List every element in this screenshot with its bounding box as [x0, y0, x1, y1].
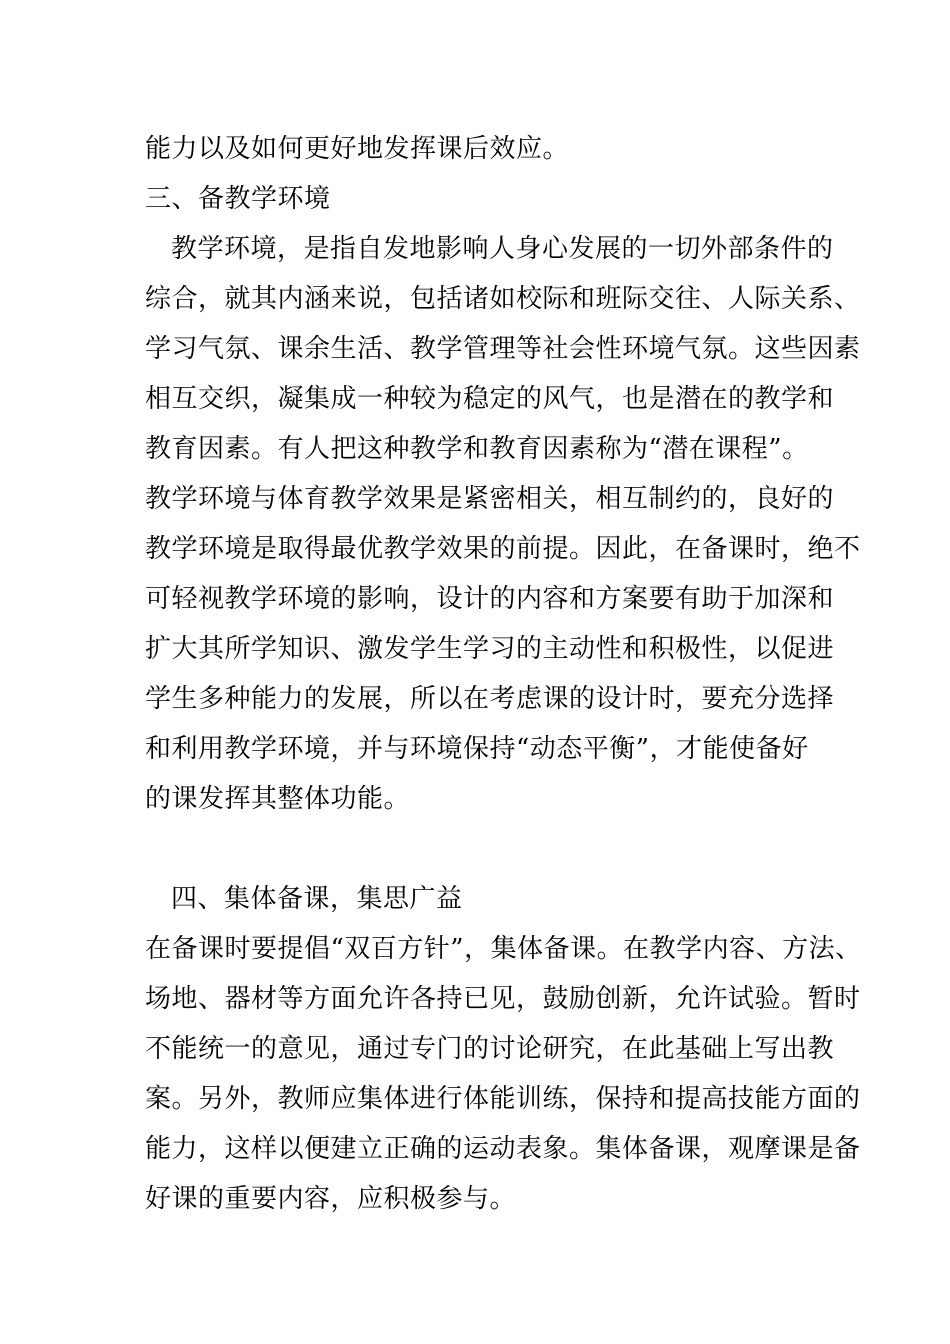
text-line: 学生多种能力的发展，所以在考虑课的设计时，要充分选择	[145, 684, 835, 714]
section-heading: 四、集体备课，集思广益	[171, 884, 463, 914]
text-line: 在备课时要提倡“双百方针”，集体备课。在教学内容、方法、	[145, 934, 862, 964]
text-line: 综合，就其内涵来说，包括诸如校际和班际交往、人际关系、	[145, 284, 861, 314]
text-line: 教学环境，是指自发地影响人身心发展的一切外部条件的	[171, 234, 834, 264]
text-line: 场地、器材等方面允许各持已见，鼓励创新，允许试验。暂时	[145, 984, 861, 1014]
text-line: 能力，这样以便建立正确的运动表象。集体备课，观摩课是备	[145, 1134, 861, 1164]
text-line: 教学环境与体育教学效果是紧密相关，相互制约的，良好的	[145, 484, 835, 514]
section-heading: 三、备教学环境	[145, 184, 331, 214]
text-line: 不能统一的意见，通过专门的讨论研究，在此基础上写出教	[145, 1034, 835, 1064]
text-line: 好课的重要内容，应积极参与。	[145, 1184, 517, 1214]
text-line: 扩大其所学知识、激发学生学习的主动性和积极性，以促进	[145, 634, 835, 664]
text-line: 学习气氛、课余生活、教学管理等社会性环境气氛。这些因素	[145, 334, 861, 364]
text-line: 可轻视教学环境的影响，设计的内容和方案要有助于加深和	[145, 584, 835, 614]
text-line: 相互交织，凝集成一种较为稳定的风气，也是潜在的教学和	[145, 384, 835, 414]
text-line: 的课发挥其整体功能。	[145, 784, 411, 814]
text-line: 能力以及如何更好地发挥课后效应。	[145, 134, 570, 164]
text-line: 和利用教学环境，并与环境保持“动态平衡”，才能使备好	[145, 734, 809, 764]
text-line: 教学环境是取得最优教学效果的前提。因此，在备课时，绝不	[145, 534, 861, 564]
text-line: 教育因素。有人把这种教学和教育因素称为“潜在课程”。	[145, 434, 809, 464]
text-line: 案。另外，教师应集体进行体能训练，保持和提高技能方面的	[145, 1084, 861, 1114]
